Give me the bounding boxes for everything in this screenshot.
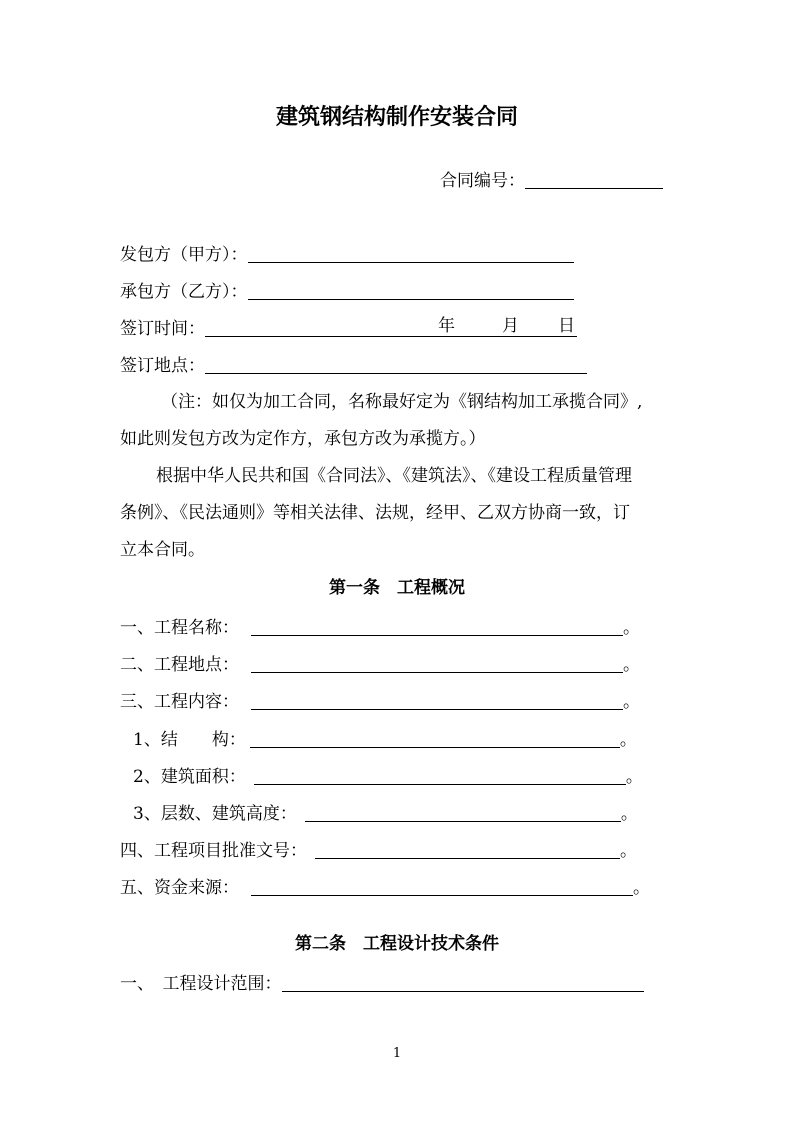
design-scope-row bbox=[120, 973, 644, 994]
project-content-row bbox=[120, 691, 640, 712]
structure-field[interactable] bbox=[250, 729, 620, 748]
party-b-label: 承包方（乙方）： bbox=[120, 282, 248, 302]
party-b-field[interactable] bbox=[248, 281, 574, 300]
party-b-row bbox=[120, 281, 574, 302]
preamble-line-2: 条例》、《民法通则》等相关法律、法规，经甲、乙双方协商一致，订 bbox=[120, 503, 630, 523]
building-area-label: 2、建筑面积： bbox=[133, 767, 246, 787]
floors-height-label: 3、层数、建筑高度： bbox=[133, 804, 297, 824]
floors-height-end: 。 bbox=[620, 804, 638, 824]
article-2-heading: 第二条 工程设计技术条件 bbox=[295, 934, 499, 954]
contract-number-label: 合同编号： bbox=[440, 171, 525, 191]
building-area-row bbox=[133, 766, 643, 787]
design-scope-field[interactable] bbox=[282, 973, 644, 992]
structure-row bbox=[133, 729, 637, 750]
project-content-end: 。 bbox=[623, 692, 640, 712]
document-title: 建筑钢结构制作安装合同 bbox=[275, 104, 518, 130]
project-name-end: 。 bbox=[623, 618, 640, 638]
sign-time-field[interactable] bbox=[205, 318, 577, 337]
funding-source-row bbox=[120, 877, 650, 898]
contract-number-row bbox=[440, 170, 663, 191]
sign-time-row bbox=[120, 318, 577, 339]
article-1-heading: 第一条 工程概况 bbox=[329, 578, 465, 598]
year-label: 年 bbox=[438, 316, 455, 336]
note-line-2: 如此则发包方改为定作方，承包方改为承揽方。） bbox=[120, 429, 486, 449]
project-location-label: 二、工程地点： bbox=[120, 655, 239, 675]
project-content-field[interactable] bbox=[251, 691, 623, 710]
approval-number-end: 。 bbox=[620, 841, 637, 861]
party-a-field[interactable] bbox=[248, 244, 574, 263]
project-location-row bbox=[120, 654, 640, 675]
floors-height-field[interactable] bbox=[305, 803, 621, 822]
approval-number-field[interactable] bbox=[315, 840, 620, 859]
project-name-field[interactable] bbox=[251, 617, 623, 636]
day-label: 日 bbox=[558, 316, 575, 336]
page-number: 1 bbox=[392, 1046, 402, 1061]
building-area-field[interactable] bbox=[254, 766, 626, 785]
project-name-row bbox=[120, 617, 640, 638]
sign-time-label: 签订时间： bbox=[120, 319, 205, 339]
sign-place-row bbox=[120, 355, 587, 376]
funding-source-end: 。 bbox=[633, 878, 650, 898]
building-area-end: 。 bbox=[625, 767, 643, 787]
project-location-end: 。 bbox=[623, 655, 640, 675]
sign-place-label: 签订地点： bbox=[120, 356, 205, 376]
approval-number-label: 四、工程项目批准文号： bbox=[120, 841, 307, 861]
project-name-label: 一、工程名称： bbox=[120, 618, 239, 638]
structure-end: 。 bbox=[619, 730, 637, 750]
party-a-row bbox=[120, 244, 574, 265]
structure-label: 1、结 构： bbox=[133, 730, 246, 750]
party-a-label: 发包方（甲方）： bbox=[120, 245, 248, 265]
approval-number-row bbox=[120, 840, 637, 861]
design-scope-label: 一、 工程设计范围： bbox=[120, 974, 282, 994]
funding-source-label: 五、资金来源： bbox=[120, 878, 239, 898]
floors-height-row bbox=[133, 803, 638, 824]
funding-source-field[interactable] bbox=[251, 877, 633, 896]
contract-number-field[interactable] bbox=[525, 170, 663, 189]
sign-place-field[interactable] bbox=[205, 355, 587, 374]
note-line-1: （注：如仅为加工合同，名称最好定为《钢结构加工承揽合同》, bbox=[161, 392, 643, 412]
month-label: 月 bbox=[502, 316, 519, 336]
preamble-line-3: 立本合同。 bbox=[120, 540, 205, 560]
preamble-line-1: 根据中华人民共和国《合同法》、《建筑法》、《建设工程质量管理 bbox=[156, 466, 632, 486]
project-location-field[interactable] bbox=[251, 654, 623, 673]
project-content-label: 三、工程内容： bbox=[120, 692, 239, 712]
